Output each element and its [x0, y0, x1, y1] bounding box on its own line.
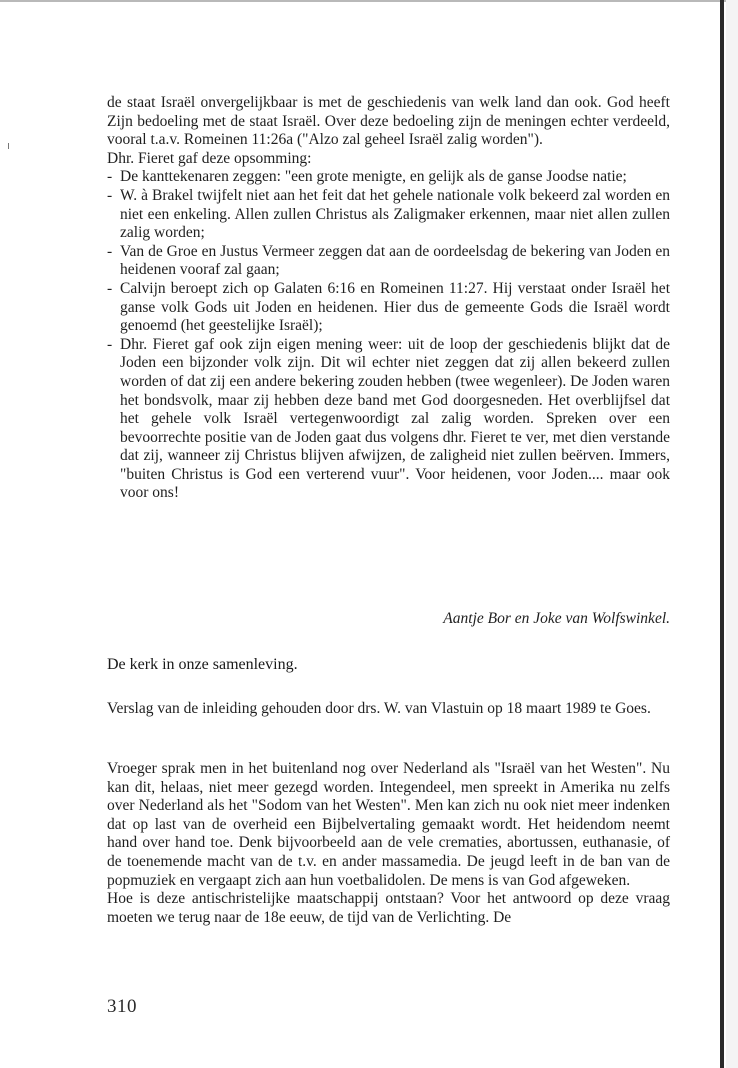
page-number: 310: [107, 996, 137, 1017]
summary-list: [107, 168, 670, 503]
body-question: Hoe is deze antischristelijke maatschappij ontstaan? Voor het antwoord op deze vraag moeten we terug naar de 18e eeuw, de tijd van de Verlichting. De: [107, 890, 670, 926]
scan-outer-margin: [726, 0, 738, 1068]
body-paragraph: Vroeger sprak men in het buitenland nog over Nederland als "Israël van het Westen". Nu kan dit, helaas, niet meer gezegd worden. Integendeel, men spreekt in Amerika nu zelfs over Nederland als het "Sodom van het Westen". Men kan zich nu ook niet meer indenken dat op last van de overheid een Bijbelvertaling gemaakt wordt. Het heidendom neemt hand over hand toe. Denk bijvoorbeeld aan de vele crematies, abortussen, euthanasie, of de toenemende macht van de t.v. en ander massamedia. De jeugd leeft in de ban van de popmuziek en vergaapt zich aan hun voetbalidolen. De mens is van God afgeweken.: [107, 760, 670, 889]
margin-mark: [8, 143, 9, 149]
scan-binding-edge: [720, 0, 724, 1068]
report-note: Verslag van de inleiding gehouden door drs. W. van Vlastuin op 18 maart 1989 te Goes.: [107, 700, 651, 717]
summary-intro: Dhr. Fieret gaf deze opsomming:: [107, 149, 312, 167]
section-title: De kerk in onze samenleving.: [107, 656, 298, 673]
scan-top-edge: [0, 0, 738, 2]
list-item: - W. à Brakel twijfelt niet aan het feit dat het gehele nationale volk bekeerd zal worden en niet een enkeling. Allen zullen Christus als Zaligmaker erkennen, maar niet allen zullen zalig worden;: [107, 187, 670, 243]
list-item: - De kanttekenaren zeggen: "een grote menigte, en gelijk als de ganse Joodse natie;: [107, 168, 670, 187]
body-text-block: [107, 760, 670, 927]
list-item: - Van de Groe en Justus Vermeer zeggen dat aan de oordeelsdag de bekering van Joden en heidenen vooraf zal gaan;: [107, 243, 670, 280]
continued-text-block: [107, 94, 670, 503]
intro-paragraph: de staat Israël onvergelijkbaar is met de geschiedenis van welk land dan ook. God heeft Zijn bedoeling met de staat Israël. Over deze bedoeling zijn de meningen echter verdeeld, vooral t.a.v. Romeinen 11:26a ("Alzo zal geheel Israël zalig worden").: [107, 94, 670, 149]
report-note-block: [107, 700, 670, 719]
list-item: - Dhr. Fieret gaf ook zijn eigen mening weer: uit de loop der geschiedenis blijkt dat de Joden een bijzonder volk zijn. Dit wil echter niet zeggen dat zij allen bekeerd zullen worden of dat zij een andere bekering zouden hebben (twee wegenleer). De Joden waren het bondsvolk, maar zij hebben deze band met God doorgesneden. Het overblijfsel dat het gehele volk Israël vertegenwoordigt zal zalig worden. Spreken over een bevoorrechte positie van de Joden gaat dus volgens dhr. Fieret te ver, met dien verstande dat zij, wanneer zij Christus blijven afwijzen, de zaligheid niet zullen beërven. Immers, "buiten Christus is God een verterend vuur". Voor heidenen, voor Joden.... maar ook voor ons!: [107, 336, 670, 503]
list-item: - Calvijn beroept zich op Galaten 6:16 en Romeinen 11:27. Hij verstaat onder Israël het ganse volk Gods uit Joden en heidenen. Hier dus de gemeente Gods die Israël wordt genoemd (het geestelijke Israël);: [107, 280, 670, 336]
authors-signature: Aantje Bor en Joke van Wolfswinkel.: [443, 610, 670, 627]
